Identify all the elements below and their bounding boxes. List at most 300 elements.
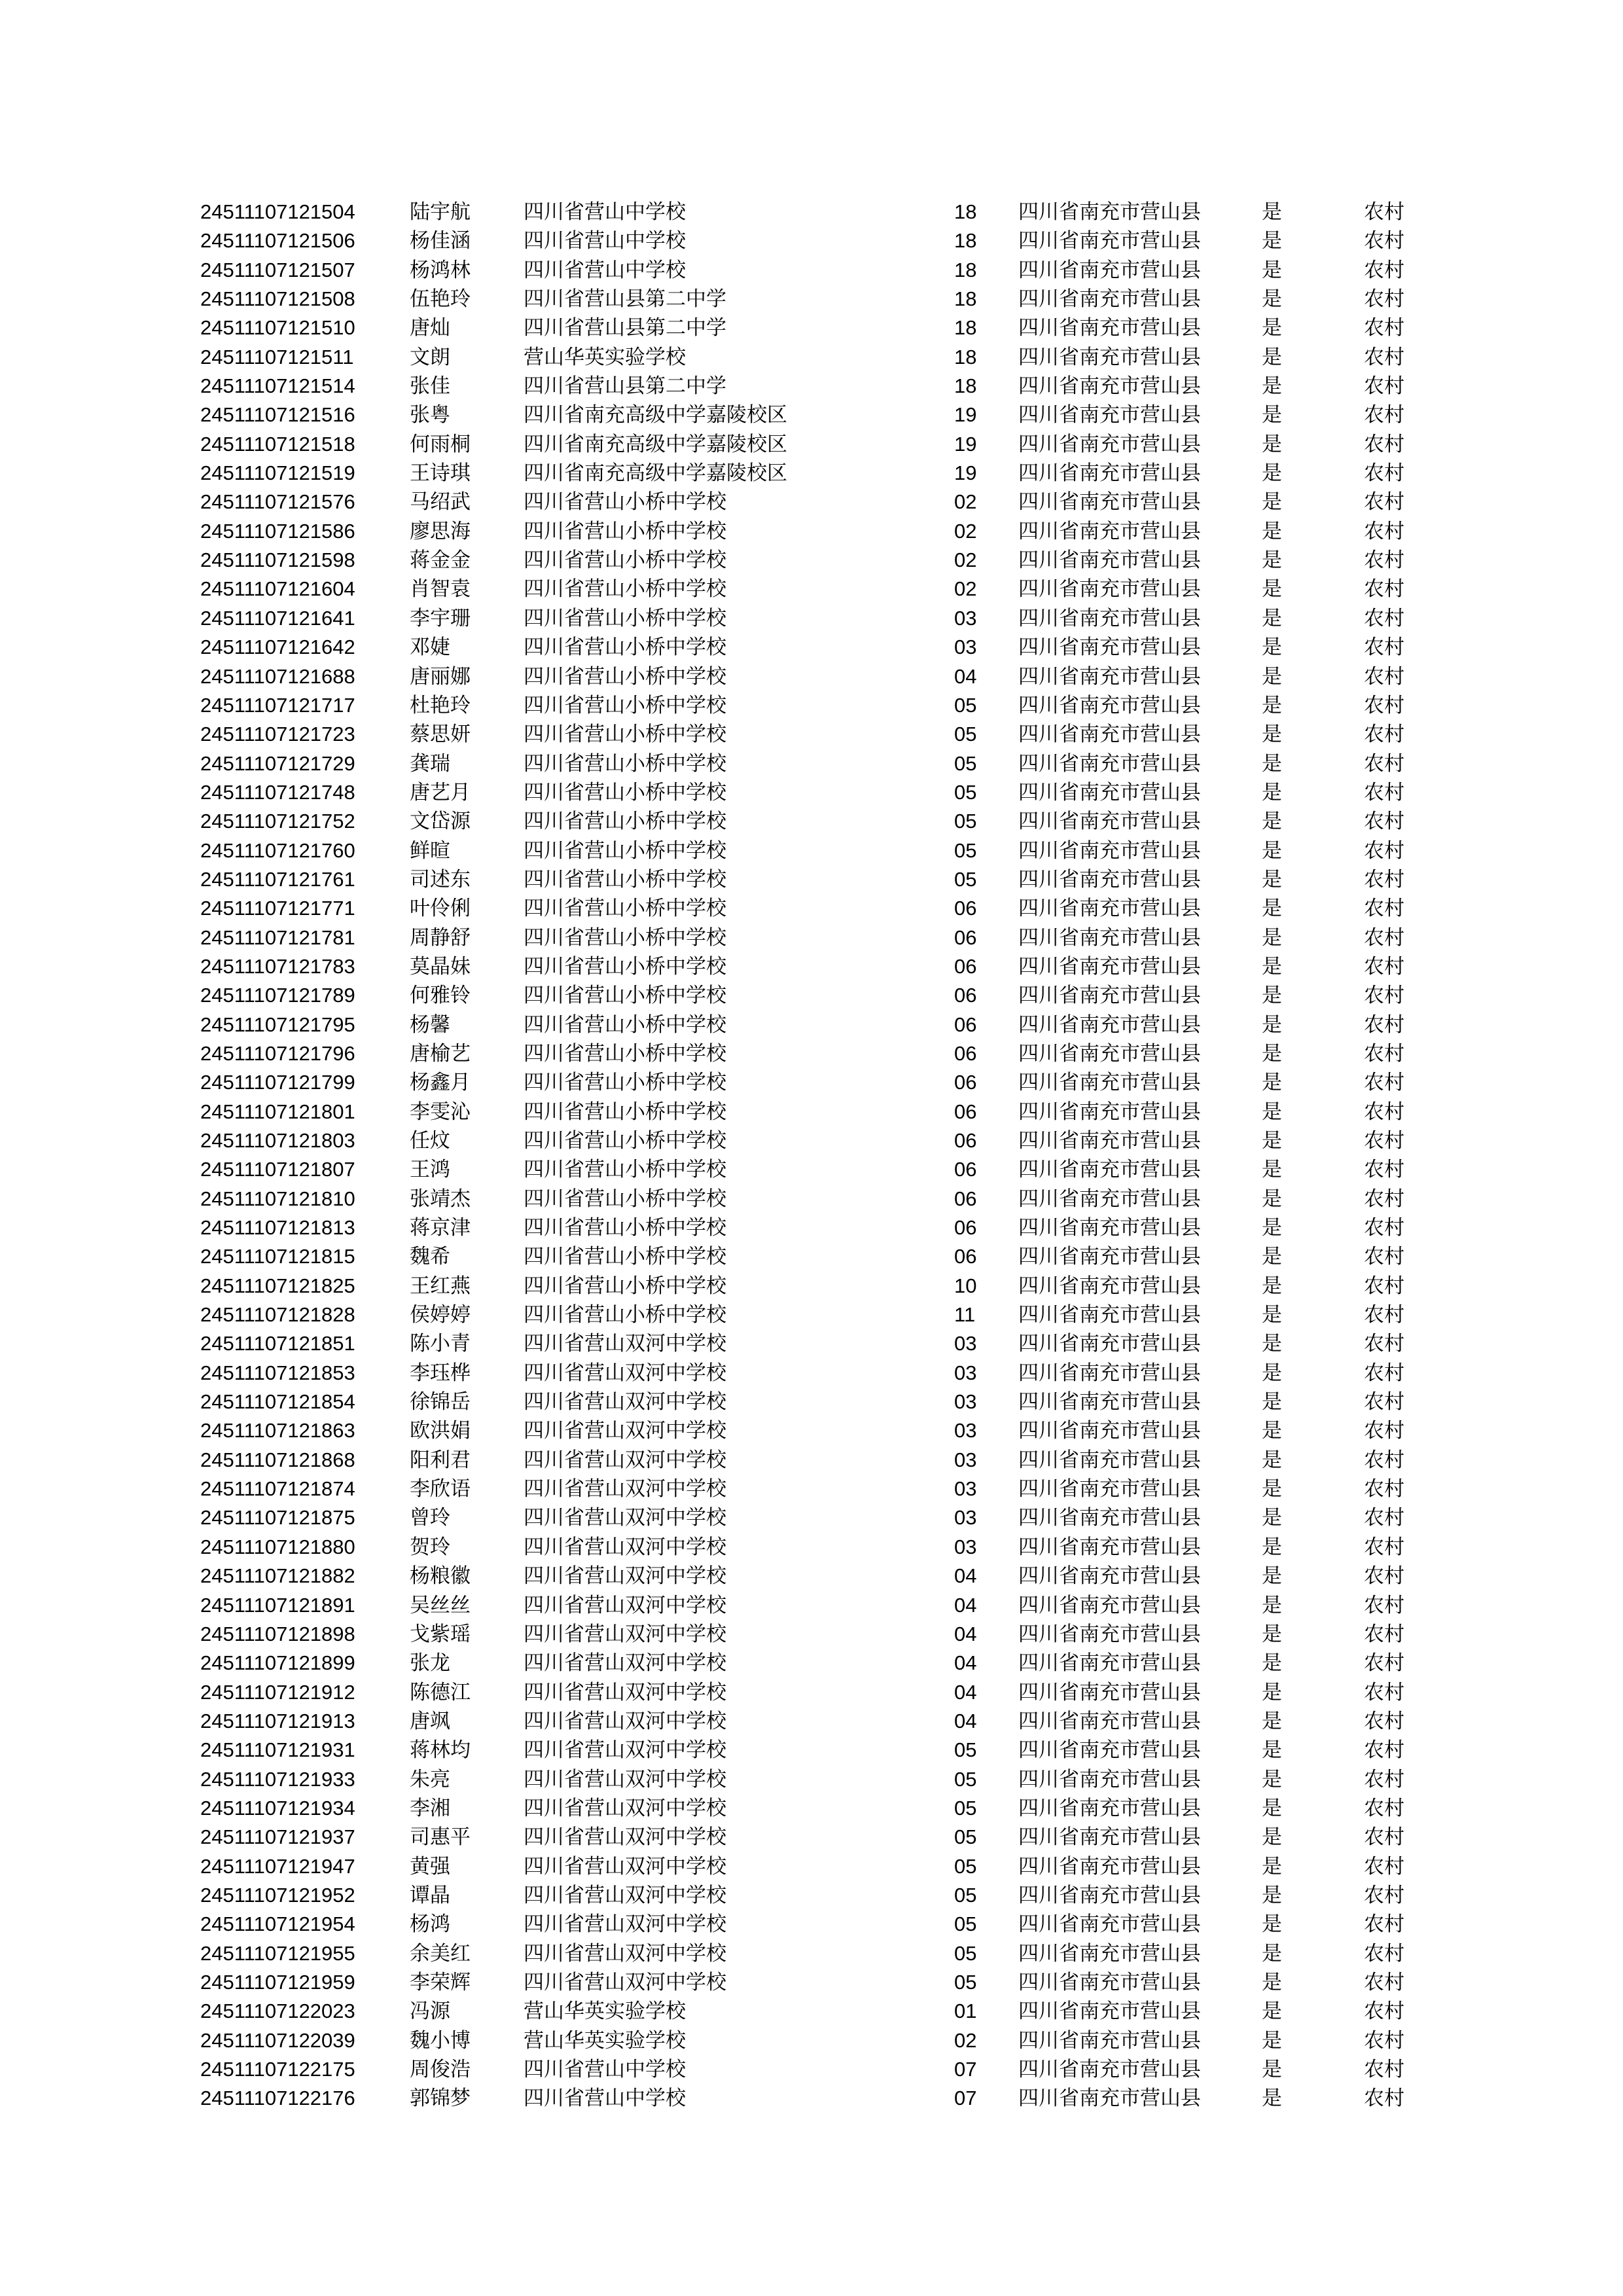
eligibility-flag-cell: 是	[1262, 1332, 1282, 1356]
table-row	[200, 430, 1444, 459]
candidate-id-cell: 24511107122023	[200, 2000, 355, 2023]
school-name-cell: 四川省营山县第二中学	[524, 316, 726, 340]
residence-type-cell: 农村	[1364, 1477, 1404, 1501]
school-name-cell: 四川省营山双河中学校	[524, 1883, 726, 1907]
class-number-cell: 04	[954, 1593, 977, 1617]
region-cell: 四川省南充市营山县	[1018, 1796, 1201, 1820]
class-number-cell: 05	[954, 838, 977, 862]
residence-type-cell: 农村	[1364, 1448, 1404, 1472]
residence-type-cell: 农村	[1364, 374, 1404, 399]
eligibility-flag-cell: 是	[1262, 1709, 1282, 1733]
residence-type-cell: 农村	[1364, 490, 1404, 514]
class-number-cell: 06	[954, 1071, 977, 1094]
eligibility-flag-cell: 是	[1262, 1303, 1282, 1327]
class-number-cell: 06	[954, 1216, 977, 1240]
eligibility-flag-cell: 是	[1262, 2087, 1282, 2111]
candidate-id-cell: 24511107121874	[200, 1477, 355, 1501]
region-cell: 四川省南充市营山县	[1018, 200, 1201, 224]
eligibility-flag-cell: 是	[1262, 1100, 1282, 1124]
class-number-cell: 02	[954, 548, 977, 572]
student-name-cell: 戈紫瑶	[410, 1622, 471, 1646]
student-name-cell: 蔡思妍	[410, 723, 471, 747]
school-name-cell: 四川省营山双河中学校	[524, 1535, 726, 1559]
table-row	[200, 836, 1444, 865]
school-name-cell: 四川省营山双河中学校	[524, 1738, 726, 1763]
table-row	[200, 459, 1444, 488]
table-row	[200, 1736, 1444, 1765]
student-name-cell: 张佳	[410, 374, 450, 399]
class-number-cell: 19	[954, 461, 977, 485]
residence-type-cell: 农村	[1364, 664, 1404, 689]
residence-type-cell: 农村	[1364, 2058, 1404, 2081]
eligibility-flag-cell: 是	[1262, 345, 1282, 369]
eligibility-flag-cell: 是	[1262, 258, 1282, 282]
student-name-cell: 肖智袁	[410, 577, 471, 601]
student-name-cell: 蒋京津	[410, 1216, 471, 1240]
region-cell: 四川省南充市营山县	[1018, 432, 1201, 456]
candidate-id-cell: 24511107121933	[200, 1767, 355, 1791]
table-row	[200, 1068, 1444, 1097]
student-name-cell: 周俊浩	[410, 2058, 471, 2081]
candidate-id-cell: 24511107121947	[200, 1854, 355, 1878]
candidate-id-cell: 24511107121810	[200, 1187, 355, 1210]
candidate-id-cell: 24511107121723	[200, 723, 355, 746]
school-name-cell: 四川省营山小桥中学校	[524, 780, 726, 804]
class-number-cell: 05	[954, 1912, 977, 1936]
student-name-cell: 曾玲	[410, 1506, 450, 1530]
eligibility-flag-cell: 是	[1262, 1651, 1282, 1676]
school-name-cell: 四川省营山小桥中学校	[524, 1041, 726, 1066]
student-name-cell: 张龙	[410, 1651, 450, 1676]
school-name-cell: 四川省营山小桥中学校	[524, 1274, 726, 1298]
region-cell: 四川省南充市营山县	[1018, 577, 1201, 601]
eligibility-flag-cell: 是	[1262, 1216, 1282, 1240]
school-name-cell: 四川省南充高级中学嘉陵校区	[524, 432, 787, 456]
residence-type-cell: 农村	[1364, 1303, 1404, 1327]
candidate-id-cell: 24511107122039	[200, 2028, 355, 2052]
student-name-cell: 杨鑫月	[410, 1071, 471, 1095]
residence-type-cell: 农村	[1364, 1071, 1404, 1095]
candidate-id-cell: 24511107121729	[200, 751, 355, 775]
candidate-id-cell: 24511107121771	[200, 897, 355, 920]
student-name-cell: 朱亮	[410, 1767, 450, 1791]
candidate-id-cell: 24511107121796	[200, 1041, 355, 1065]
region-cell: 四川省南充市营山县	[1018, 664, 1201, 689]
class-number-cell: 02	[954, 577, 977, 601]
residence-type-cell: 农村	[1364, 1680, 1404, 1704]
student-name-cell: 任炆	[410, 1129, 450, 1153]
eligibility-flag-cell: 是	[1262, 1419, 1282, 1443]
table-row	[200, 633, 1444, 662]
table-row	[200, 1707, 1444, 1736]
eligibility-flag-cell: 是	[1262, 461, 1282, 486]
eligibility-flag-cell: 是	[1262, 1245, 1282, 1269]
candidate-id-cell: 24511107121604	[200, 577, 355, 601]
class-number-cell: 03	[954, 1535, 977, 1558]
region-cell: 四川省南充市营山县	[1018, 2028, 1201, 2053]
table-row	[200, 198, 1444, 226]
school-name-cell: 四川省营山中学校	[524, 229, 686, 253]
school-name-cell: 四川省营山双河中学校	[524, 1941, 726, 1965]
residence-type-cell: 农村	[1364, 1593, 1404, 1617]
class-number-cell: 05	[954, 1854, 977, 1878]
candidate-id-cell: 24511107121510	[200, 316, 355, 340]
region-cell: 四川省南充市营山县	[1018, 345, 1201, 369]
candidate-id-cell: 24511107121952	[200, 1883, 355, 1907]
region-cell: 四川省南充市营山县	[1018, 984, 1201, 1008]
region-cell: 四川省南充市营山县	[1018, 461, 1201, 486]
student-name-cell: 魏小博	[410, 2028, 471, 2053]
region-cell: 四川省南充市营山县	[1018, 1361, 1201, 1385]
eligibility-flag-cell: 是	[1262, 1941, 1282, 1965]
region-cell: 四川省南充市营山县	[1018, 1506, 1201, 1530]
residence-type-cell: 农村	[1364, 519, 1404, 543]
table-row	[200, 778, 1444, 807]
eligibility-flag-cell: 是	[1262, 954, 1282, 978]
residence-type-cell: 农村	[1364, 838, 1404, 863]
eligibility-flag-cell: 是	[1262, 810, 1282, 834]
residence-type-cell: 农村	[1364, 1622, 1404, 1646]
student-name-cell: 蒋金金	[410, 548, 471, 573]
candidate-id-cell: 24511107122176	[200, 2087, 355, 2110]
table-row	[200, 1155, 1444, 1184]
residence-type-cell: 农村	[1364, 432, 1404, 456]
candidate-id-cell: 24511107121508	[200, 287, 355, 311]
school-name-cell: 四川省营山中学校	[524, 2087, 686, 2111]
class-number-cell: 02	[954, 2028, 977, 2052]
school-name-cell: 四川省营山小桥中学校	[524, 984, 726, 1008]
school-name-cell: 四川省营山小桥中学校	[524, 925, 726, 950]
school-name-cell: 四川省营山小桥中学校	[524, 1303, 726, 1327]
region-cell: 四川省南充市营山县	[1018, 1274, 1201, 1298]
residence-type-cell: 农村	[1364, 1187, 1404, 1211]
class-number-cell: 03	[954, 1448, 977, 1471]
eligibility-flag-cell: 是	[1262, 867, 1282, 891]
school-name-cell: 四川省营山小桥中学校	[524, 751, 726, 776]
candidate-id-cell: 24511107121898	[200, 1622, 355, 1645]
student-name-cell: 郭锦梦	[410, 2087, 471, 2111]
school-name-cell: 营山华英实验学校	[524, 345, 686, 369]
school-name-cell: 四川省营山小桥中学校	[524, 1216, 726, 1240]
student-name-cell: 唐艺月	[410, 780, 471, 804]
candidate-id-cell: 24511107121506	[200, 229, 355, 253]
class-number-cell: 19	[954, 432, 977, 456]
table-row	[200, 256, 1444, 285]
residence-type-cell: 农村	[1364, 1013, 1404, 1037]
table-row	[200, 1011, 1444, 1039]
eligibility-flag-cell: 是	[1262, 1622, 1282, 1646]
table-row	[200, 1823, 1444, 1852]
student-name-cell: 唐榆艺	[410, 1041, 471, 1066]
class-number-cell: 01	[954, 2000, 977, 2023]
region-cell: 四川省南充市营山县	[1018, 2000, 1201, 2024]
eligibility-flag-cell: 是	[1262, 606, 1282, 630]
table-row	[200, 226, 1444, 255]
class-number-cell: 06	[954, 1013, 977, 1036]
region-cell: 四川省南充市营山县	[1018, 780, 1201, 804]
student-name-cell: 廖思海	[410, 519, 471, 543]
student-name-cell: 吴丝丝	[410, 1593, 471, 1617]
class-number-cell: 05	[954, 1883, 977, 1907]
table-row	[200, 314, 1444, 342]
residence-type-cell: 农村	[1364, 345, 1404, 369]
residence-type-cell: 农村	[1364, 1941, 1404, 1965]
candidate-id-cell: 24511107121799	[200, 1071, 355, 1094]
table-row	[200, 720, 1444, 749]
student-name-cell: 何雨桐	[410, 432, 471, 456]
eligibility-flag-cell: 是	[1262, 577, 1282, 601]
eligibility-flag-cell: 是	[1262, 780, 1282, 804]
eligibility-flag-cell: 是	[1262, 1738, 1282, 1763]
eligibility-flag-cell: 是	[1262, 1506, 1282, 1530]
student-name-cell: 莫晶妹	[410, 954, 471, 978]
residence-type-cell: 农村	[1364, 1390, 1404, 1414]
residence-type-cell: 农村	[1364, 229, 1404, 253]
candidate-id-cell: 24511107121828	[200, 1303, 355, 1327]
student-name-cell: 司惠平	[410, 1825, 471, 1850]
residence-type-cell: 农村	[1364, 693, 1404, 717]
school-name-cell: 四川省营山县第二中学	[524, 374, 726, 399]
student-name-cell: 杨馨	[410, 1013, 450, 1037]
region-cell: 四川省南充市营山县	[1018, 258, 1201, 282]
student-name-cell: 伍艳玲	[410, 287, 471, 312]
eligibility-flag-cell: 是	[1262, 751, 1282, 776]
region-cell: 四川省南充市营山县	[1018, 229, 1201, 253]
class-number-cell: 03	[954, 1361, 977, 1384]
school-name-cell: 四川省南充高级中学嘉陵校区	[524, 403, 787, 427]
eligibility-flag-cell: 是	[1262, 548, 1282, 573]
region-cell: 四川省南充市营山县	[1018, 1767, 1201, 1791]
candidate-id-cell: 24511107121882	[200, 1564, 355, 1588]
class-number-cell: 11	[954, 1303, 976, 1327]
region-cell: 四川省南充市营山县	[1018, 1622, 1201, 1646]
school-name-cell: 四川省营山双河中学校	[524, 1767, 726, 1791]
student-name-cell: 阳利君	[410, 1448, 471, 1472]
class-number-cell: 04	[954, 1709, 977, 1732]
student-name-cell: 王鸿	[410, 1158, 450, 1182]
class-number-cell: 06	[954, 1187, 977, 1210]
region-cell: 四川省南充市营山县	[1018, 1100, 1201, 1124]
student-name-cell: 文朗	[410, 345, 450, 369]
table-row	[200, 1446, 1444, 1475]
residence-type-cell: 农村	[1364, 577, 1404, 601]
candidate-id-cell: 24511107121688	[200, 664, 355, 688]
table-row	[200, 981, 1444, 1010]
class-number-cell: 07	[954, 2058, 977, 2081]
eligibility-flag-cell: 是	[1262, 984, 1282, 1008]
residence-type-cell: 农村	[1364, 1332, 1404, 1356]
residence-type-cell: 农村	[1364, 810, 1404, 834]
school-name-cell: 四川省营山小桥中学校	[524, 867, 726, 891]
class-number-cell: 04	[954, 1564, 977, 1588]
table-row	[200, 1416, 1444, 1445]
candidate-id-cell: 24511107121955	[200, 1941, 355, 1965]
school-name-cell: 四川省营山小桥中学校	[524, 838, 726, 863]
student-name-cell: 邓婕	[410, 636, 450, 660]
residence-type-cell: 农村	[1364, 1825, 1404, 1850]
candidate-id-cell: 24511107121912	[200, 1680, 355, 1704]
eligibility-flag-cell: 是	[1262, 1883, 1282, 1907]
region-cell: 四川省南充市营山县	[1018, 1651, 1201, 1676]
school-name-cell: 四川省营山双河中学校	[524, 1448, 726, 1472]
eligibility-flag-cell: 是	[1262, 1854, 1282, 1878]
region-cell: 四川省南充市营山县	[1018, 1912, 1201, 1937]
table-row	[200, 575, 1444, 603]
candidate-id-cell: 24511107121899	[200, 1651, 355, 1675]
class-number-cell: 05	[954, 723, 977, 746]
school-name-cell: 四川省营山双河中学校	[524, 1564, 726, 1588]
school-name-cell: 四川省营山小桥中学校	[524, 1187, 726, 1211]
eligibility-flag-cell: 是	[1262, 636, 1282, 660]
student-name-cell: 余美红	[410, 1941, 471, 1965]
region-cell: 四川省南充市营山县	[1018, 1477, 1201, 1501]
region-cell: 四川省南充市营山县	[1018, 693, 1201, 717]
candidate-id-cell: 24511107121519	[200, 461, 355, 485]
table-row	[200, 401, 1444, 429]
region-cell: 四川省南充市营山县	[1018, 1883, 1201, 1907]
student-name-cell: 侯婷婷	[410, 1303, 471, 1327]
candidate-id-cell: 24511107121851	[200, 1332, 355, 1355]
table-row	[200, 285, 1444, 314]
residence-type-cell: 农村	[1364, 1158, 1404, 1182]
candidate-id-cell: 24511107121752	[200, 810, 355, 833]
candidate-id-cell: 24511107121891	[200, 1593, 355, 1617]
school-name-cell: 四川省营山双河中学校	[524, 1361, 726, 1385]
class-number-cell: 06	[954, 954, 977, 978]
student-name-cell: 贺玲	[410, 1535, 450, 1559]
residence-type-cell: 农村	[1364, 1245, 1404, 1269]
student-name-cell: 周静舒	[410, 925, 471, 950]
residence-type-cell: 农村	[1364, 2028, 1404, 2053]
region-cell: 四川省南充市营山县	[1018, 1129, 1201, 1153]
table-row	[200, 1881, 1444, 1910]
eligibility-flag-cell: 是	[1262, 1970, 1282, 1994]
school-name-cell: 四川省营山小桥中学校	[524, 1100, 726, 1124]
candidate-id-cell: 24511107121507	[200, 258, 355, 281]
student-name-cell: 王诗琪	[410, 461, 471, 486]
table-row	[200, 1039, 1444, 1068]
region-cell: 四川省南充市营山县	[1018, 1825, 1201, 1850]
residence-type-cell: 农村	[1364, 1419, 1404, 1443]
student-name-cell: 杨鸿	[410, 1912, 450, 1937]
student-name-cell: 唐飒	[410, 1709, 450, 1733]
class-number-cell: 05	[954, 1970, 977, 1994]
class-number-cell: 05	[954, 1825, 977, 1849]
table-row	[200, 1300, 1444, 1329]
class-number-cell: 03	[954, 636, 977, 659]
student-name-cell: 黄强	[410, 1854, 450, 1878]
eligibility-flag-cell: 是	[1262, 1129, 1282, 1153]
residence-type-cell: 农村	[1364, 1041, 1404, 1066]
student-name-cell: 龚瑞	[410, 751, 450, 776]
residence-type-cell: 农村	[1364, 1506, 1404, 1530]
school-name-cell: 四川省营山小桥中学校	[524, 693, 726, 717]
eligibility-flag-cell: 是	[1262, 287, 1282, 312]
candidate-id-cell: 24511107121825	[200, 1274, 355, 1297]
student-name-cell: 何雅铃	[410, 984, 471, 1008]
candidate-id-cell: 24511107121761	[200, 867, 355, 891]
school-name-cell: 四川省营山双河中学校	[524, 1651, 726, 1676]
candidate-id-cell: 24511107121783	[200, 954, 355, 978]
school-name-cell: 四川省营山小桥中学校	[524, 606, 726, 630]
class-number-cell: 18	[954, 316, 977, 340]
region-cell: 四川省南充市营山县	[1018, 1680, 1201, 1704]
table-row	[200, 517, 1444, 546]
class-number-cell: 05	[954, 810, 977, 833]
eligibility-flag-cell: 是	[1262, 1796, 1282, 1820]
school-name-cell: 四川省营山双河中学校	[524, 1796, 726, 1820]
candidate-id-cell: 24511107121954	[200, 1912, 355, 1936]
region-cell: 四川省南充市营山县	[1018, 2087, 1201, 2111]
table-row	[200, 1591, 1444, 1620]
class-number-cell: 04	[954, 1622, 977, 1645]
school-name-cell: 四川省营山县第二中学	[524, 287, 726, 312]
table-row	[200, 1272, 1444, 1300]
school-name-cell: 四川省营山双河中学校	[524, 1332, 726, 1356]
region-cell: 四川省南充市营山县	[1018, 1535, 1201, 1559]
eligibility-flag-cell: 是	[1262, 693, 1282, 717]
class-number-cell: 19	[954, 403, 977, 427]
region-cell: 四川省南充市营山县	[1018, 1419, 1201, 1443]
student-name-cell: 杨鸿林	[410, 258, 471, 282]
student-name-cell: 冯源	[410, 2000, 450, 2024]
student-name-cell: 张粤	[410, 403, 450, 427]
residence-type-cell: 农村	[1364, 606, 1404, 630]
table-row	[200, 1997, 1444, 2026]
school-name-cell: 营山华英实验学校	[524, 2028, 686, 2053]
eligibility-flag-cell: 是	[1262, 897, 1282, 921]
class-number-cell: 06	[954, 984, 977, 1007]
class-number-cell: 02	[954, 490, 977, 514]
table-row	[200, 2084, 1444, 2113]
candidate-id-cell: 24511107121880	[200, 1535, 355, 1558]
candidate-id-cell: 24511107121801	[200, 1100, 355, 1123]
school-name-cell: 四川省营山双河中学校	[524, 1709, 726, 1733]
region-cell: 四川省南充市营山县	[1018, 751, 1201, 776]
candidate-id-cell: 24511107121789	[200, 984, 355, 1007]
eligibility-flag-cell: 是	[1262, 1448, 1282, 1472]
class-number-cell: 06	[954, 925, 977, 949]
student-name-cell: 欧洪娟	[410, 1419, 471, 1443]
school-name-cell: 四川省营山小桥中学校	[524, 954, 726, 978]
candidate-id-cell: 24511107121576	[200, 490, 355, 514]
school-name-cell: 四川省营山双河中学校	[524, 1680, 726, 1704]
school-name-cell: 四川省营山小桥中学校	[524, 1245, 726, 1269]
class-number-cell: 05	[954, 1796, 977, 1820]
school-name-cell: 四川省营山小桥中学校	[524, 1129, 726, 1153]
school-name-cell: 四川省营山小桥中学校	[524, 519, 726, 543]
table-row	[200, 488, 1444, 516]
candidate-id-cell: 24511107121931	[200, 1738, 355, 1762]
school-name-cell: 四川省营山双河中学校	[524, 1912, 726, 1937]
eligibility-flag-cell: 是	[1262, 1535, 1282, 1559]
student-name-cell: 徐锦岳	[410, 1390, 471, 1414]
region-cell: 四川省南充市营山县	[1018, 548, 1201, 573]
school-name-cell: 四川省营山双河中学校	[524, 1622, 726, 1646]
class-number-cell: 18	[954, 345, 977, 368]
region-cell: 四川省南充市营山县	[1018, 1390, 1201, 1414]
candidate-id-cell: 24511107121959	[200, 1970, 355, 1994]
eligibility-flag-cell: 是	[1262, 2000, 1282, 2024]
candidate-id-cell: 24511107122175	[200, 2058, 355, 2081]
candidate-id-cell: 24511107121518	[200, 432, 355, 456]
region-cell: 四川省南充市营山县	[1018, 1593, 1201, 1617]
region-cell: 四川省南充市营山县	[1018, 1158, 1201, 1182]
table-row	[200, 1503, 1444, 1532]
region-cell: 四川省南充市营山县	[1018, 1332, 1201, 1356]
table-row	[200, 865, 1444, 894]
residence-type-cell: 农村	[1364, 1767, 1404, 1791]
